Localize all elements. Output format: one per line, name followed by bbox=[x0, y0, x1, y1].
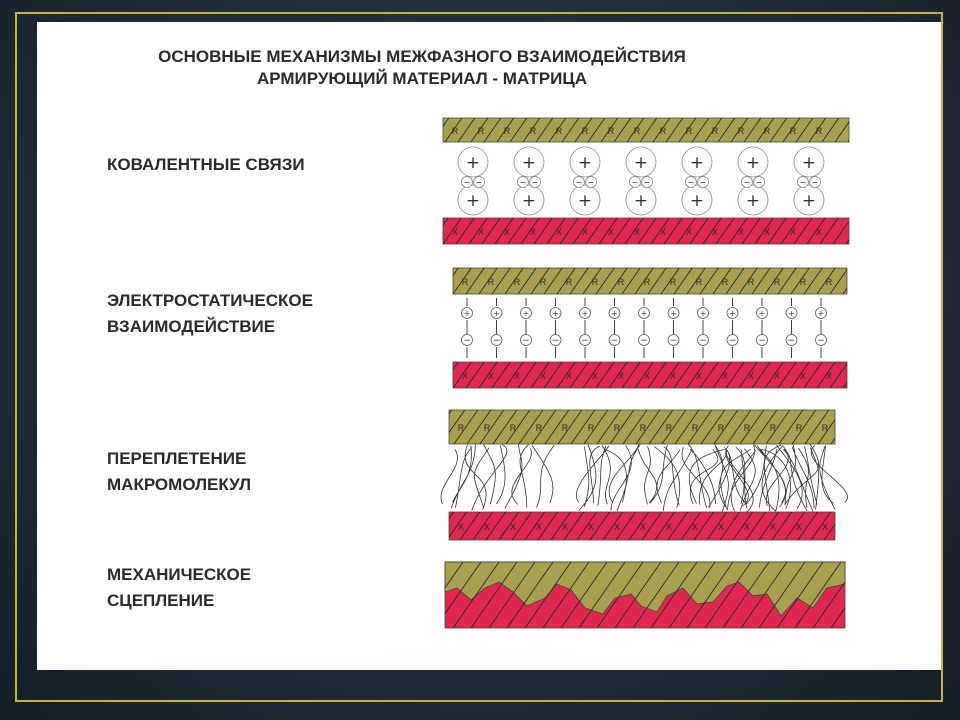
negative-charge: − bbox=[755, 178, 763, 187]
matrix-mark: X bbox=[535, 522, 543, 532]
label-line: ВЗАИМОДЕЙСТВИЕ bbox=[107, 317, 276, 336]
label-line: ЭЛЕКТРОСТАТИЧЕСКОЕ bbox=[107, 291, 313, 310]
negative-charge: − bbox=[669, 336, 678, 346]
reinforcement-mark: R bbox=[513, 277, 521, 287]
negative-charge: − bbox=[610, 336, 619, 346]
negative-charge: − bbox=[817, 336, 825, 346]
negative-charge: − bbox=[640, 336, 648, 346]
positive-charge: + bbox=[817, 309, 825, 318]
positive-charge: + bbox=[670, 309, 677, 318]
matrix-mark: X bbox=[747, 371, 755, 381]
positive-charge: + bbox=[745, 153, 761, 173]
reinforcement-mark: R bbox=[555, 126, 563, 136]
matrix-mark: X bbox=[539, 371, 547, 381]
matrix-mark: X bbox=[665, 522, 673, 532]
positive-charge: + bbox=[465, 191, 481, 211]
matrix-mark: X bbox=[565, 371, 573, 381]
matrix-mark: X bbox=[561, 522, 569, 532]
reinforcement-mark: R bbox=[457, 423, 465, 433]
positive-charge: + bbox=[493, 309, 500, 318]
matrix-mark: X bbox=[477, 227, 485, 237]
title-line-1: ОСНОВНЫЕ МЕХАНИЗМЫ МЕЖФАЗНОГО ВЗАИМОДЕЙСТВИЯ bbox=[158, 47, 686, 66]
negative-charge: − bbox=[522, 336, 530, 346]
positive-charge: + bbox=[521, 153, 537, 173]
positive-charge: + bbox=[788, 309, 795, 318]
matrix-mark: X bbox=[607, 227, 615, 237]
negative-charge: − bbox=[631, 178, 639, 187]
reinforcement-mark: R bbox=[483, 423, 491, 433]
reinforcement-mark: R bbox=[503, 126, 511, 136]
matrix-mark: X bbox=[825, 371, 833, 381]
reinforcement-mark: R bbox=[561, 423, 569, 433]
matrix-mark: X bbox=[457, 522, 465, 532]
negative-charge: − bbox=[799, 178, 807, 187]
reinforcement-mark: R bbox=[717, 423, 725, 433]
positive-charge: + bbox=[801, 191, 817, 211]
reinforcement-mark: R bbox=[795, 423, 803, 433]
reinforcement-mark: R bbox=[691, 423, 699, 433]
reinforcement-mark: R bbox=[451, 126, 459, 136]
positive-charge: + bbox=[689, 153, 705, 173]
label-line: СЦЕПЛЕНИЕ bbox=[107, 591, 215, 610]
reinforcement-mark: R bbox=[737, 126, 745, 136]
matrix-mark: X bbox=[555, 227, 563, 237]
reinforcement-mark: R bbox=[565, 277, 573, 287]
negative-charge: − bbox=[587, 178, 595, 187]
matrix-mark: X bbox=[659, 227, 667, 237]
positive-charge: + bbox=[581, 309, 589, 318]
matrix-mark: X bbox=[487, 371, 495, 381]
positive-charge: + bbox=[640, 309, 648, 318]
matrix-mark: X bbox=[815, 227, 823, 237]
matrix-mark: X bbox=[789, 227, 797, 237]
positive-charge: + bbox=[758, 309, 766, 318]
reinforcement-mark: R bbox=[509, 423, 517, 433]
negative-charge: − bbox=[463, 336, 471, 346]
matrix-mark: X bbox=[633, 227, 641, 237]
matrix-mark: X bbox=[581, 227, 589, 237]
reinforcement-mark: R bbox=[789, 126, 797, 136]
matrix-mark: X bbox=[737, 227, 745, 237]
label-line: МЕХАНИЧЕСКОЕ bbox=[107, 565, 252, 584]
positive-charge: + bbox=[611, 309, 618, 318]
reinforcement-mark: R bbox=[529, 126, 537, 136]
positive-charge: + bbox=[801, 153, 817, 173]
reinforcement-mark: R bbox=[685, 126, 693, 136]
reinforcement-mark: R bbox=[825, 277, 833, 287]
matrix-mark: X bbox=[591, 371, 599, 381]
matrix-mark: X bbox=[769, 522, 777, 532]
negative-charge: − bbox=[531, 178, 539, 187]
reinforcement-mark: R bbox=[477, 126, 485, 136]
reinforcement-mark: R bbox=[535, 423, 543, 433]
negative-charge: − bbox=[551, 336, 560, 346]
reinforcement-mark: R bbox=[633, 126, 641, 136]
matrix-mark: X bbox=[821, 522, 829, 532]
matrix-mark: X bbox=[669, 371, 677, 381]
matrix-mark: X bbox=[743, 522, 751, 532]
reinforcement-mark: R bbox=[587, 423, 595, 433]
negative-charge: − bbox=[699, 178, 707, 187]
reinforcement-mark: R bbox=[747, 277, 755, 287]
positive-charge: + bbox=[463, 309, 471, 318]
reinforcement-mark: R bbox=[669, 277, 677, 287]
negative-charge: − bbox=[643, 178, 651, 187]
matrix-mark: X bbox=[613, 522, 621, 532]
reinforcement-mark: R bbox=[821, 423, 829, 433]
positive-charge: + bbox=[729, 309, 736, 318]
positive-charge: + bbox=[465, 153, 481, 173]
matrix-mark: X bbox=[717, 522, 725, 532]
positive-charge: + bbox=[745, 191, 761, 211]
matrix-mark: X bbox=[503, 227, 511, 237]
title-line-2: АРМИРУЮЩИЙ МАТЕРИАЛ - МАТРИЦА bbox=[256, 69, 588, 88]
negative-charge: − bbox=[787, 336, 796, 346]
negative-charge: − bbox=[475, 178, 483, 187]
negative-charge: − bbox=[699, 336, 707, 346]
matrix-mark: X bbox=[691, 522, 699, 532]
negative-charge: − bbox=[743, 178, 751, 187]
reinforcement-mark: R bbox=[769, 423, 777, 433]
slide bbox=[37, 22, 941, 670]
positive-charge: + bbox=[552, 309, 559, 318]
negative-charge: − bbox=[519, 178, 527, 187]
reinforcement-mark: R bbox=[659, 126, 667, 136]
matrix-mark: X bbox=[643, 371, 651, 381]
positive-charge: + bbox=[633, 153, 649, 173]
label-line: КОВАЛЕНТНЫЕ СВЯЗИ bbox=[107, 155, 305, 174]
matrix-mark: X bbox=[639, 522, 647, 532]
label-line: МАКРОМОЛЕКУЛ bbox=[107, 475, 252, 494]
macromolecule-chains bbox=[441, 444, 848, 512]
interphase-diagram bbox=[37, 22, 941, 670]
matrix-mark: X bbox=[721, 371, 729, 381]
matrix-mark: X bbox=[773, 371, 781, 381]
positive-charge: + bbox=[577, 191, 593, 211]
negative-charge: − bbox=[575, 178, 583, 187]
negative-charge: − bbox=[728, 336, 737, 346]
reinforcement-mark: R bbox=[487, 277, 495, 287]
reinforcement-mark: R bbox=[743, 423, 751, 433]
positive-charge: + bbox=[633, 191, 649, 211]
reinforcement-mark: R bbox=[591, 277, 599, 287]
matrix-mark: X bbox=[763, 227, 771, 237]
positive-charge: + bbox=[689, 191, 705, 211]
matrix-mark: X bbox=[513, 371, 521, 381]
reinforcement-mark: R bbox=[639, 423, 647, 433]
negative-charge: − bbox=[581, 336, 589, 346]
reinforcement-mark: R bbox=[643, 277, 651, 287]
reinforcement-mark: R bbox=[815, 126, 823, 136]
matrix-mark: X bbox=[461, 371, 469, 381]
negative-charge: − bbox=[811, 178, 819, 187]
reinforcement-mark: R bbox=[607, 126, 615, 136]
negative-charge: − bbox=[463, 178, 471, 187]
reinforcement-mark: R bbox=[665, 423, 673, 433]
reinforcement-mark: R bbox=[695, 277, 703, 287]
matrix-mark: X bbox=[711, 227, 719, 237]
label-line: ПЕРЕПЛЕТЕНИЕ bbox=[107, 449, 247, 468]
reinforcement-mark: R bbox=[581, 126, 589, 136]
reinforcement-mark: R bbox=[613, 423, 621, 433]
matrix-mark: X bbox=[795, 522, 803, 532]
positive-charge: + bbox=[577, 153, 593, 173]
reinforcement-mark: R bbox=[539, 277, 547, 287]
positive-charge: + bbox=[521, 191, 537, 211]
negative-charge: − bbox=[687, 178, 695, 187]
reinforcement-mark: R bbox=[763, 126, 771, 136]
matrix-mark: X bbox=[617, 371, 625, 381]
positive-charge: + bbox=[699, 309, 707, 318]
reinforcement-mark: R bbox=[773, 277, 781, 287]
matrix-mark: X bbox=[451, 227, 459, 237]
matrix-mark: X bbox=[483, 522, 491, 532]
positive-charge: + bbox=[522, 309, 530, 318]
reinforcement-mark: R bbox=[721, 277, 729, 287]
reinforcement-mark: R bbox=[799, 277, 807, 287]
reinforcement-mark: R bbox=[617, 277, 625, 287]
matrix-mark: X bbox=[685, 227, 693, 237]
negative-charge: − bbox=[758, 336, 766, 346]
matrix-mark: X bbox=[587, 522, 595, 532]
matrix-mark: X bbox=[799, 371, 807, 381]
matrix-mark: X bbox=[529, 227, 537, 237]
reinforcement-mark: R bbox=[711, 126, 719, 136]
negative-charge: − bbox=[492, 336, 501, 346]
matrix-mark: X bbox=[695, 371, 703, 381]
matrix-mark: X bbox=[509, 522, 517, 532]
reinforcement-mark: R bbox=[461, 277, 469, 287]
